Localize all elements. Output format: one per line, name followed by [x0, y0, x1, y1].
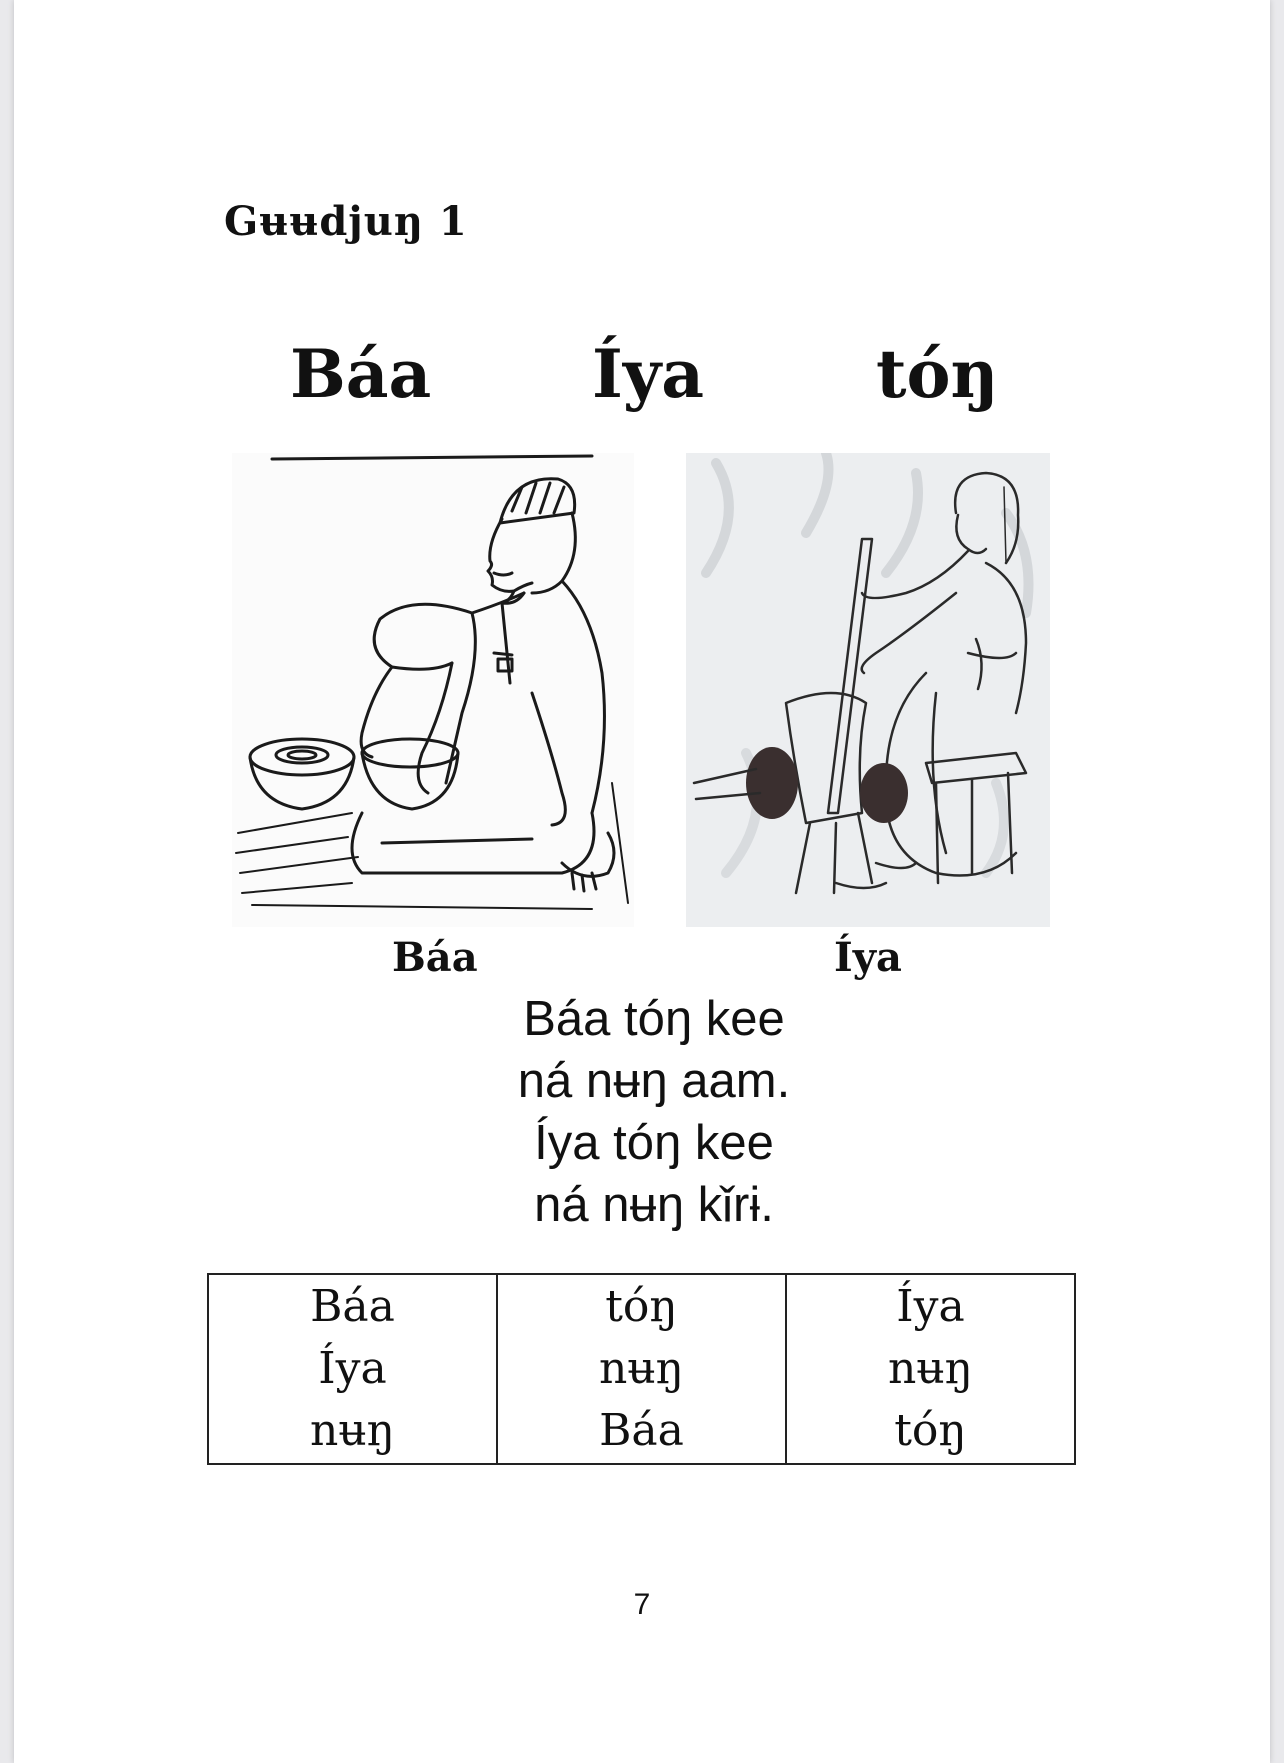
sentence-line: Báa tóŋ kee [523, 992, 785, 1046]
table-word: Báa [310, 1281, 395, 1332]
table-column [497, 1274, 786, 1464]
illustration-caption: Báa [392, 934, 478, 981]
table-word: nʉŋ [309, 1405, 395, 1456]
reading-sentences [374, 988, 934, 1236]
keyword: Íya [592, 335, 704, 413]
table-word: nʉŋ [598, 1343, 684, 1394]
table-word: tóŋ [894, 1405, 967, 1456]
page [14, 0, 1270, 1763]
table-word: Íya [318, 1343, 387, 1394]
table-word: tóŋ [605, 1281, 678, 1332]
sentence-line: ná nʉŋ aam. [517, 1054, 791, 1108]
table-column [208, 1274, 497, 1464]
keyword: tóŋ [876, 335, 999, 413]
table-word: Báa [599, 1405, 684, 1456]
keyword: Báa [290, 335, 432, 413]
table-column [786, 1274, 1075, 1464]
table-row [208, 1274, 1075, 1464]
table-word: Íya [896, 1281, 965, 1332]
woman-pounding-illustration [686, 453, 1050, 927]
page-number: 7 [633, 1588, 651, 1621]
man-grinding-illustration [232, 453, 634, 927]
word-table [207, 1273, 1076, 1465]
sentence-line: Íya tóŋ kee [534, 1116, 774, 1170]
illustration-caption: Íya [834, 934, 902, 981]
table-word: nʉŋ [887, 1343, 973, 1394]
lesson-title: Gʉʉdjuŋ 1 [224, 198, 468, 245]
sentence-line: ná nʉŋ kǐrɨ. [534, 1178, 774, 1232]
